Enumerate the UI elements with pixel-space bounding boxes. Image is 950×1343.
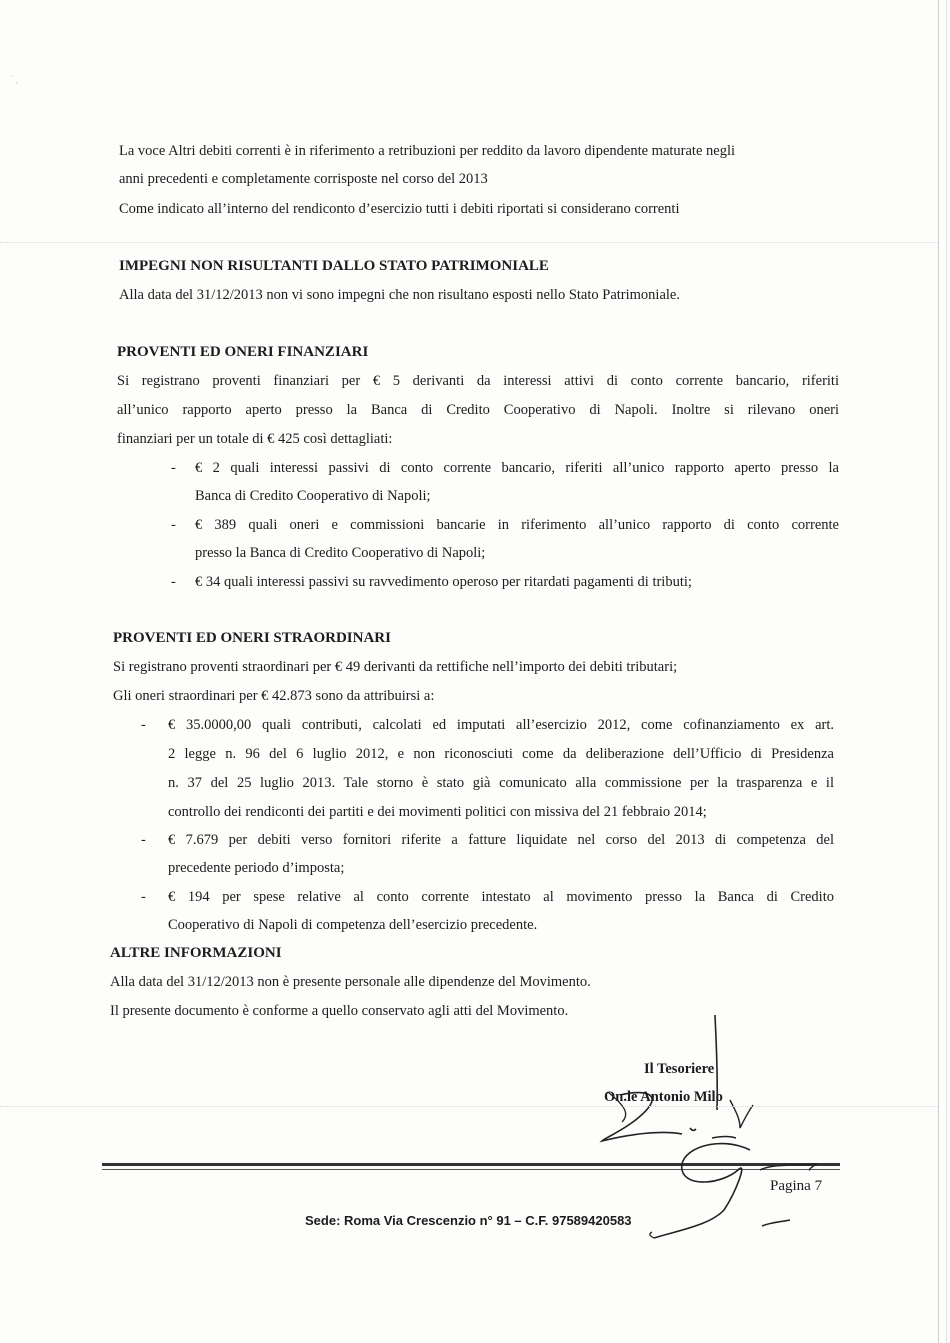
straordinari-item-3-line-1: € 194 per spese relative al conto corrente intestato al movimento presso la Banca di Credito: [168, 889, 834, 905]
straordinari-item-2-line-2: precedente periodo d’imposta;: [168, 860, 345, 876]
bullet-dash: -: [141, 832, 146, 848]
signature-name: On.le Antonio Milo: [604, 1089, 723, 1105]
bullet-dash: -: [141, 889, 146, 905]
finanziari-item-1-line-2: Banca di Credito Cooperativo di Napoli;: [195, 488, 431, 504]
altre-line-2: Il presente documento è conforme a quello conservato agli atti del Movimento.: [110, 1003, 569, 1019]
bullet-dash: -: [171, 517, 176, 533]
impegni-text: Alla data del 31/12/2013 non vi sono impegni che non risultano esposti nello Stato Patrimoniale.: [119, 287, 680, 303]
intro-line-3: Come indicato all’interno del rendiconto d’esercizio tutti i debiti riportati si considerano correnti: [119, 201, 680, 217]
finanziari-line-2: all’unico rapporto aperto presso la Banca di Credito Cooperativo di Napoli. Inoltre si rilevano oneri: [117, 402, 839, 418]
straordinari-item-1-line-1: € 35.0000,00 quali contributi, calcolati ed imputati all’esercizio 2012, come cofinanziamento ex art.: [168, 717, 834, 733]
scan-speck: ˙ ˎ: [10, 74, 19, 84]
straordinari-item-3-line-2: Cooperativo di Napoli di competenza dell’esercizio precedente.: [168, 917, 538, 933]
intro-line-1: La voce Altri debiti correnti è in riferimento a retribuzioni per reddito da lavoro dipendente maturate negli: [119, 143, 736, 159]
straordinari-item-1-line-2: 2 legge n. 96 del 6 luglio 2012, e non riconosciuti come da deliberazione dell’Ufficio di Presidenza: [168, 746, 834, 762]
page-number: Pagina 7: [770, 1178, 823, 1194]
heading-altre: ALTRE INFORMAZIONI: [110, 945, 282, 961]
straordinari-line-2: Gli oneri straordinari per € 42.873 sono da attribuirsi a:: [113, 688, 435, 704]
handwritten-signature: [590, 1010, 770, 1150]
altre-line-1: Alla data del 31/12/2013 non è presente personale alle dipendenze del Movimento.: [110, 974, 591, 990]
straordinari-item-2-line-1: € 7.679 per debiti verso fornitori riferite a fatture liquidate nel corso del 2013 di competenza del: [168, 832, 834, 848]
heading-finanziari: PROVENTI ED ONERI FINANZIARI: [117, 344, 369, 360]
finanziari-item-1-line-1: € 2 quali interessi passivi di conto corrente bancario, riferiti all’unico rapporto aperto presso la: [195, 460, 839, 476]
footer-address: Sede: Roma Via Crescenzio n° 91 – C.F. 97589420583: [305, 1213, 632, 1228]
finanziari-line-1: Si registrano proventi finanziari per € 5 derivanti da interessi attivi di conto corrente bancario, riferiti: [117, 373, 839, 389]
signature-role: Il Tesoriere: [644, 1061, 715, 1077]
scan-fold-line: [0, 242, 938, 243]
heading-straordinari: PROVENTI ED ONERI STRAORDINARI: [113, 630, 391, 646]
scan-edge-right: [938, 0, 939, 1343]
intro-line-2: anni precedenti e completamente corrisposte nel corso del 2013: [119, 171, 488, 187]
finanziari-item-2-line-1: € 389 quali oneri e commissioni bancarie in riferimento all’unico rapporto di conto corrente: [195, 517, 839, 533]
finanziari-item-2-line-2: presso la Banca di Credito Cooperativo di Napoli;: [195, 545, 486, 561]
straordinari-item-1-line-3: n. 37 del 25 luglio 2013. Tale storno è stato già comunicato alla commissione per la trasparenza e il: [168, 775, 834, 791]
bullet-dash: -: [171, 574, 176, 590]
finanziari-item-3-line-1: € 34 quali interessi passivi su ravvedimento operoso per ritardati pagamenti di tributi;: [195, 574, 692, 590]
straordinari-line-1: Si registrano proventi straordinari per € 49 derivanti da rettifiche nell’importo dei debiti tributari;: [113, 659, 678, 675]
heading-impegni: IMPEGNI NON RISULTANTI DALLO STATO PATRIMONIALE: [119, 258, 549, 274]
scan-fold-line-lower: [0, 1106, 938, 1107]
finanziari-line-3: finanziari per un totale di € 425 così dettagliati:: [117, 431, 393, 447]
scan-edge-right-outer: [946, 0, 947, 1343]
straordinari-item-1-line-4: controllo dei rendiconti dei partiti e dei movimenti politici con missiva del 21 febbraio 2014;: [168, 804, 707, 820]
bullet-dash: -: [171, 460, 176, 476]
handwritten-initials: [640, 1130, 830, 1250]
bullet-dash: -: [141, 717, 146, 733]
